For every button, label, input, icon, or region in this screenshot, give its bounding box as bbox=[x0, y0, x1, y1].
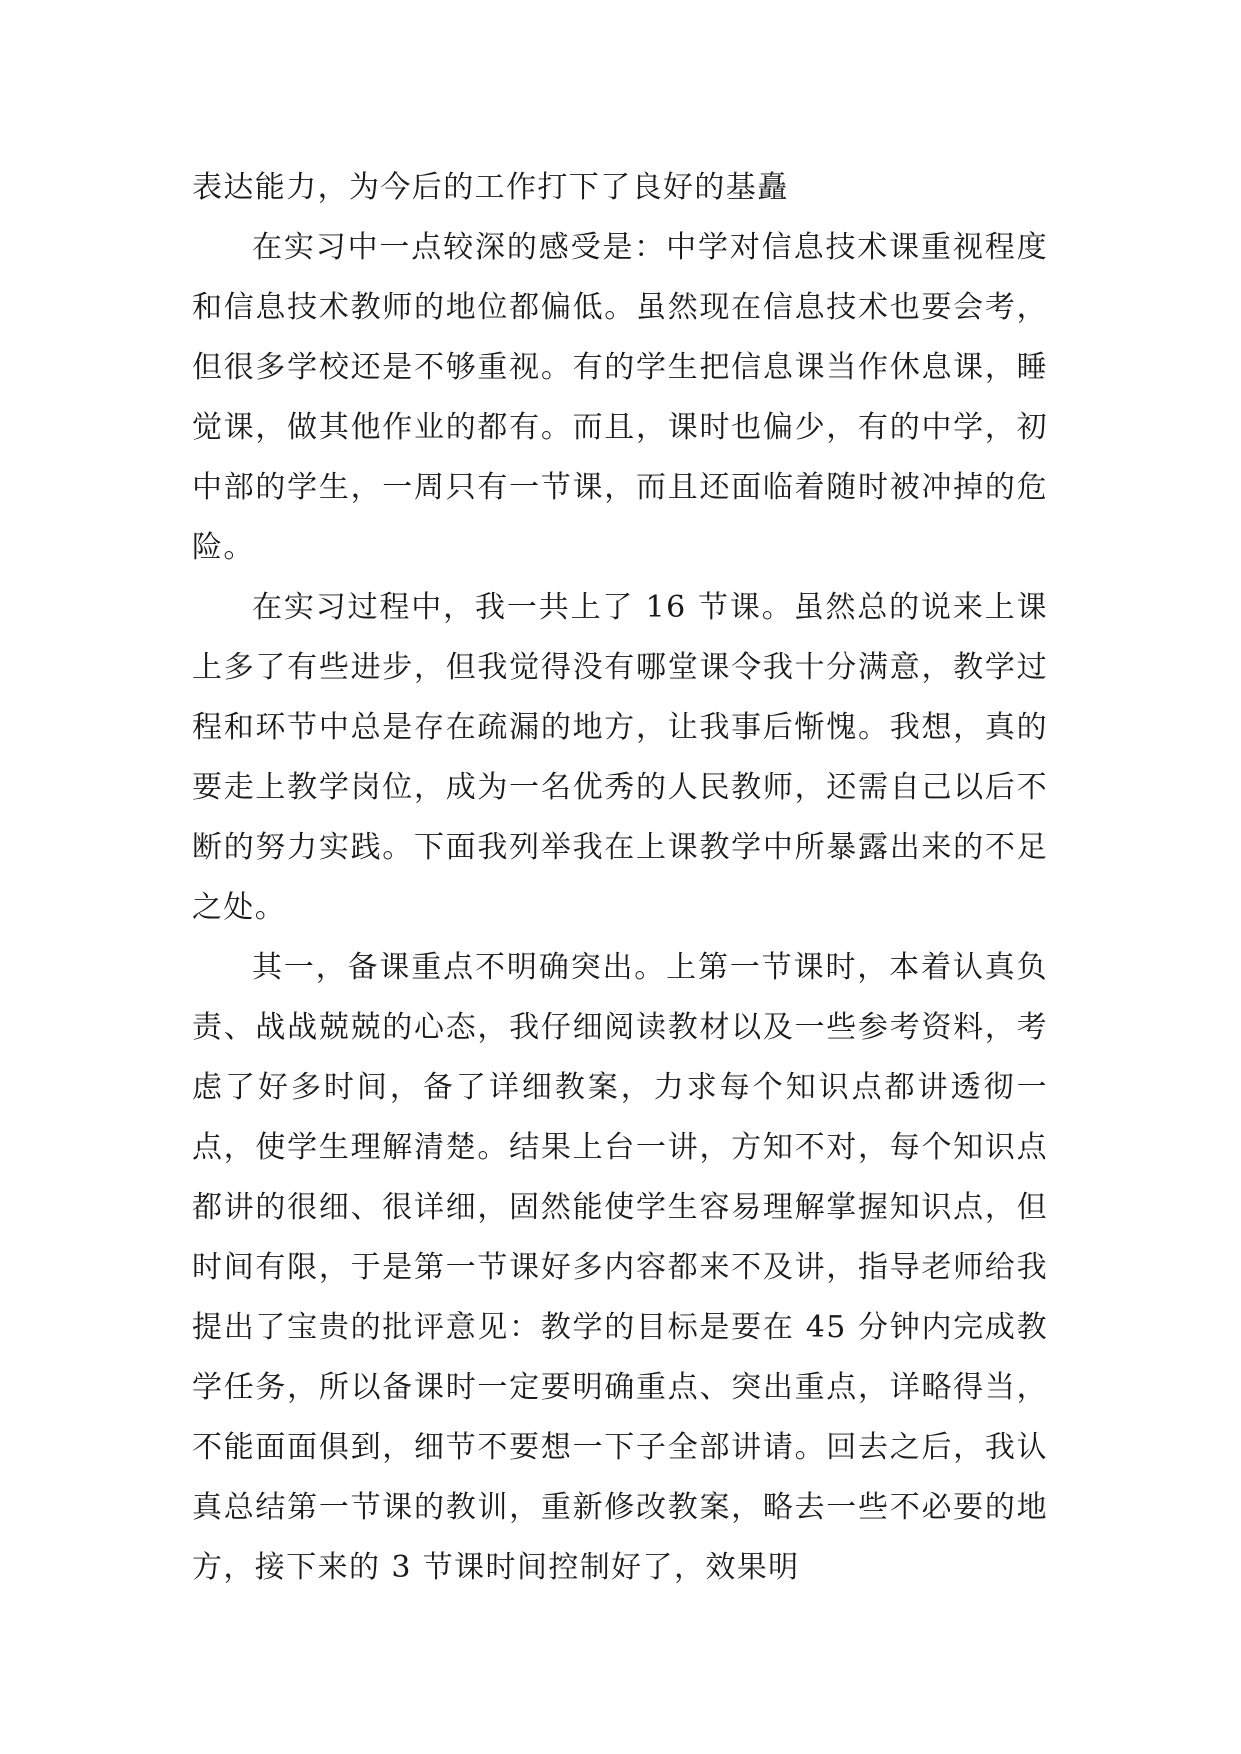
paragraph-3: 在实习过程中，我一共上了 16 节课。虽然总的说来上课上多了有些进步，但我觉得没有哪堂课令我十分满意，教学过程和环节中总是存在疏漏的地方，让我事后惭愧。我想，真的要走上教学岗位，成为一名优秀的人民教师，还需自己以后不断的努力实践。下面我列举我在上课教学中所暴露出来的不足之处。 bbox=[192, 590, 1048, 925]
paragraph-1: 表达能力，为今后的工作打下了良好的基矗 bbox=[192, 170, 789, 205]
paragraph-2: 在实习中一点较深的感受是：中学对信息技术课重视程度和信息技术教师的地位都偏低。虽然现在信息技术也要会考，但很多学校还是不够重视。有的学生把信息课当作休息课，睡觉课，做其他作业的都有。而且，课时也偏少，有的中学，初中部的学生，一周只有一节课，而且还面临着随时被冲掉的危险。 bbox=[192, 230, 1048, 565]
paragraph-4: 其一，备课重点不明确突出。上第一节课时，本着认真负责、战战兢兢的心态，我仔细阅读教材以及一些参考资料，考虑了好多时间，备了详细教案，力求每个知识点都讲透彻一点，使学生理解清楚。结果上台一讲，方知不对，每个知识点都讲的很细、很详细，固然能使学生容易理解掌握知识点，但时间有限，于是第一节课好多内容都来不及讲，指导老师给我提出了宝贵的批评意见：教学的目标是要在 45 分钟内完成教学任务，所以备课时一定要明确重点、突出重点，详略得当，不能面面俱到，细节不要想一下子全部讲请。回去之后，我认真总结第一节课的教训，重新修改教案，略去一些不必要的地方，接下来的 3 节课时间控制好了，效果明 bbox=[192, 950, 1048, 1585]
body-text bbox=[192, 158, 1048, 1598]
